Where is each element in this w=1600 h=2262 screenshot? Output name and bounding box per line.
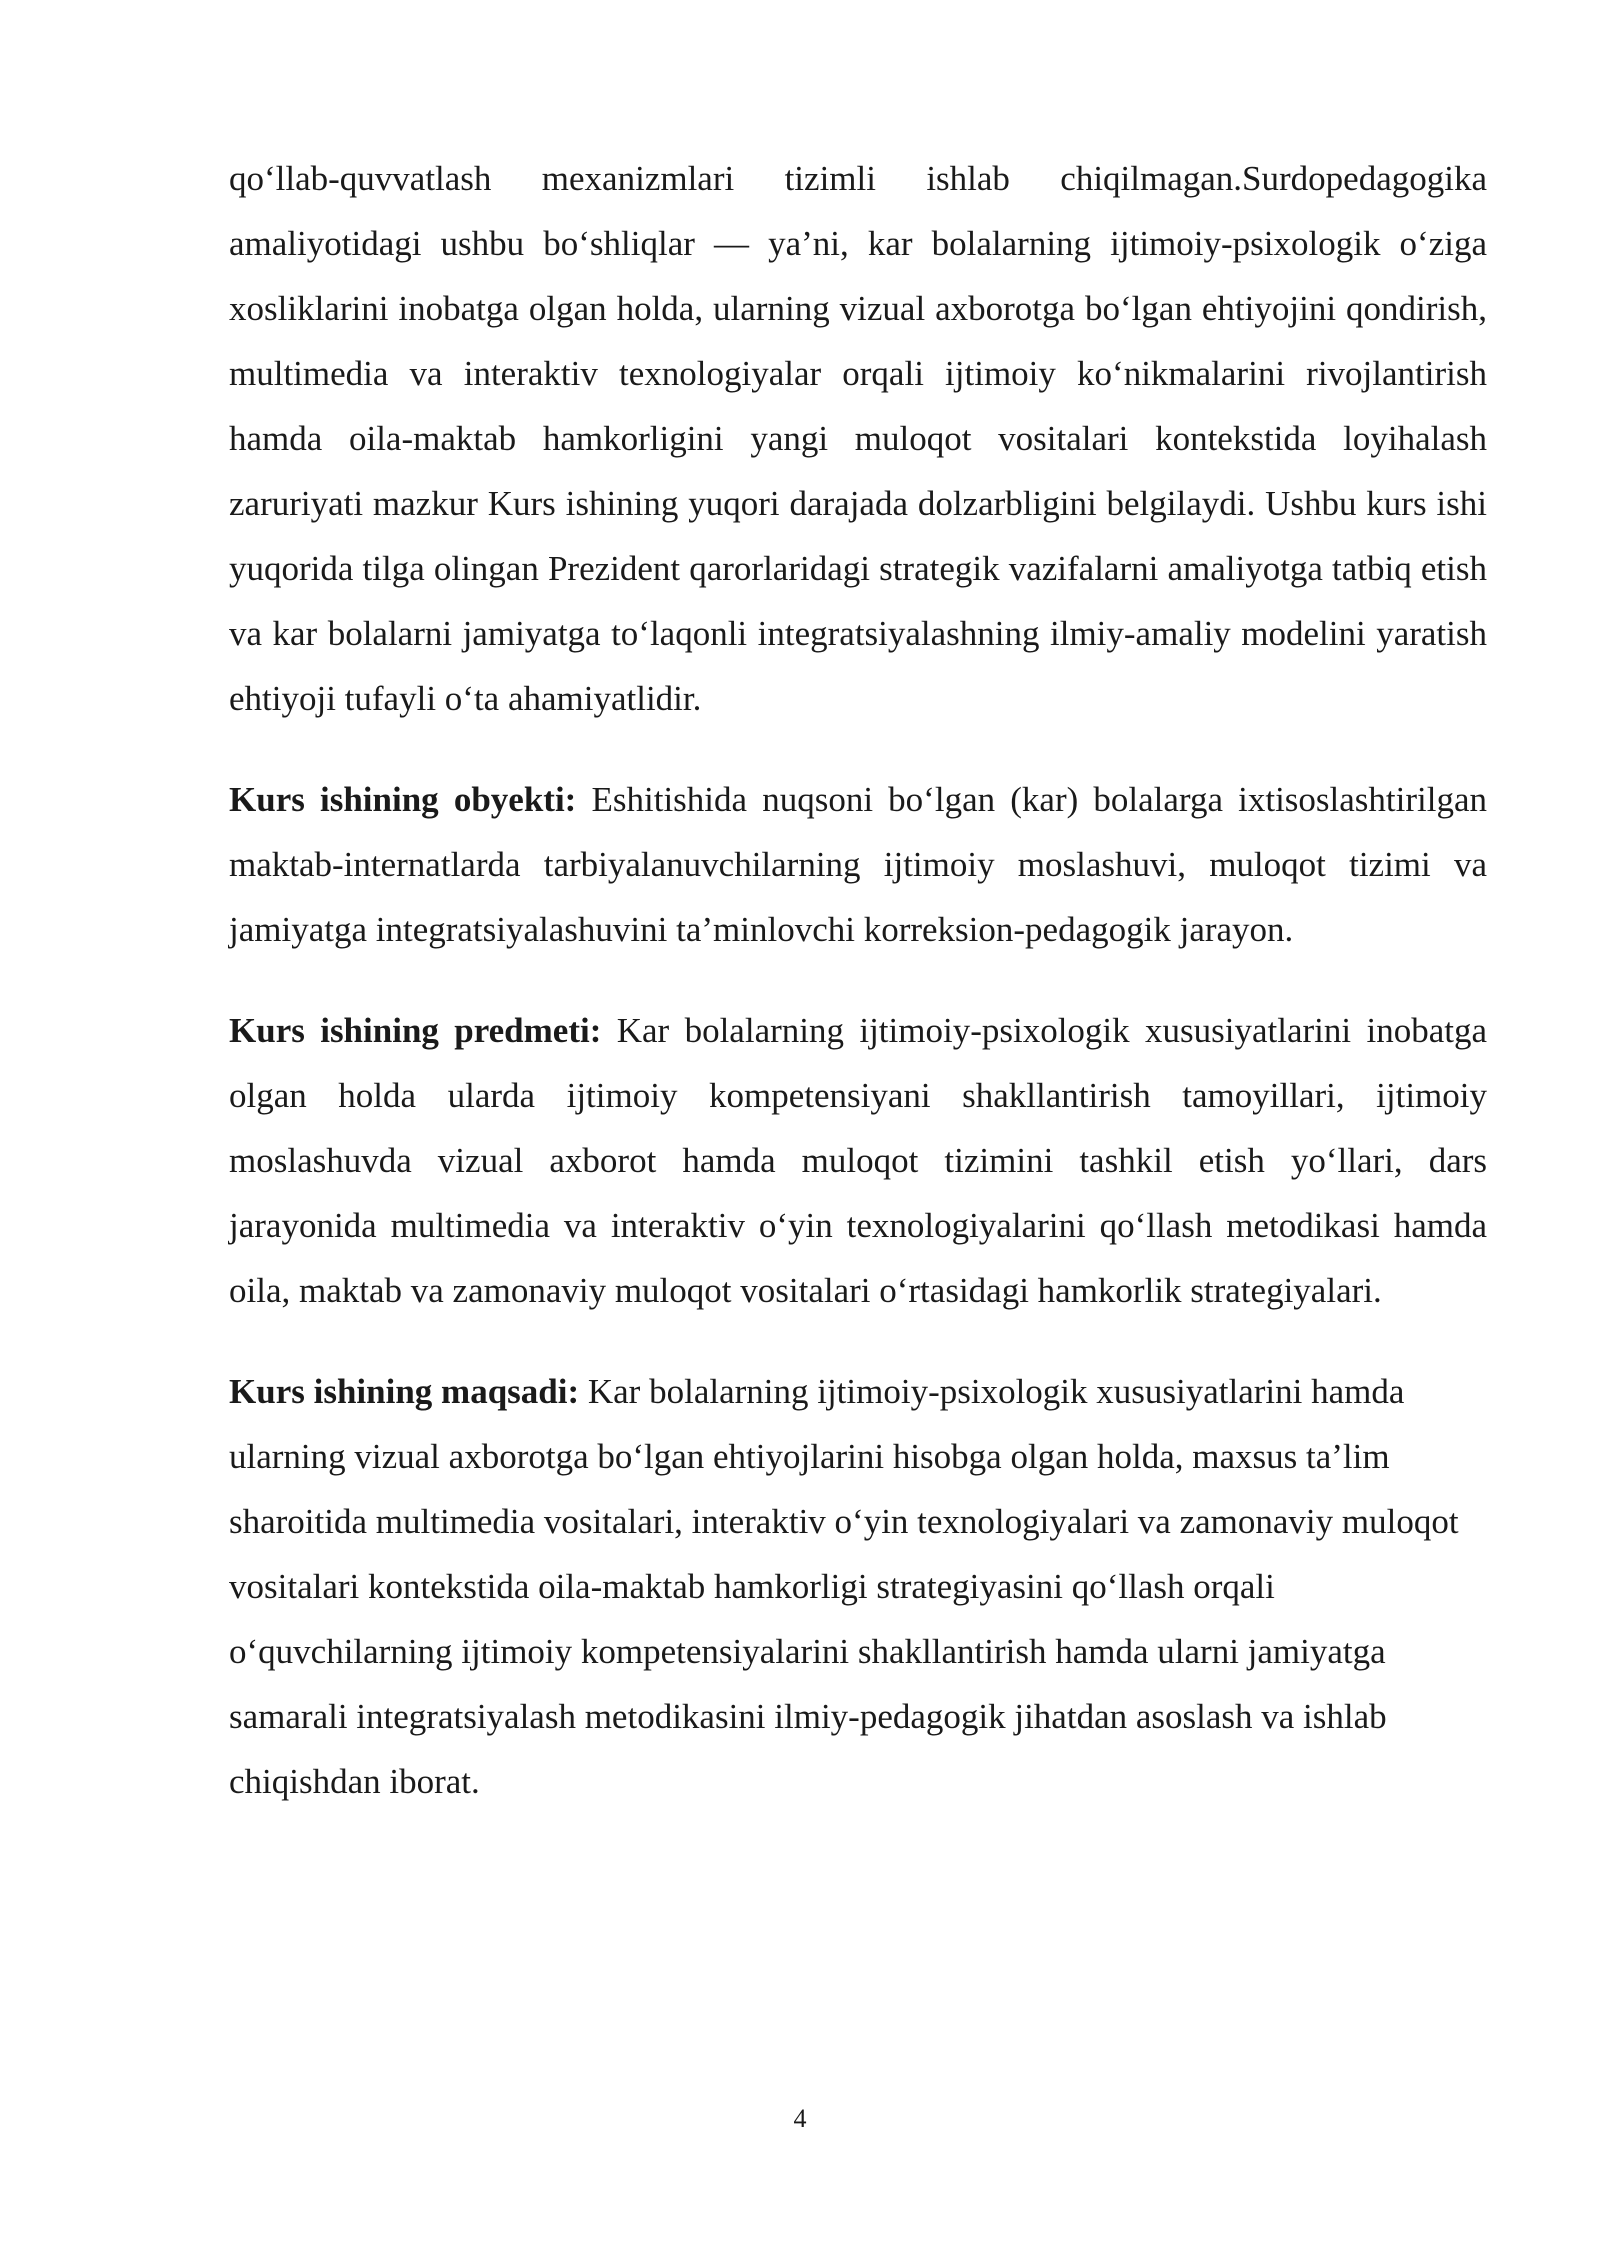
paragraph-relevance xyxy=(229,146,1487,731)
document-page xyxy=(229,146,1487,1814)
paragraph-object xyxy=(229,767,1487,962)
paragraph-object-text: Eshitishida nuqsoni bo‘lgan (kar) bolalarga ixtisoslashtirilgan maktab-internatlarda tarbiyalanuvchilarning ijtimoiy moslashuvi, muloqot tizimi va jamiyatga integratsiyalashuvini ta’minlovchi korreksion-pedagogik jarayon. xyxy=(229,780,1487,949)
page-number: 4 xyxy=(793,2104,807,2133)
paragraph-goal xyxy=(229,1359,1487,1814)
paragraph-subject-text: Kar bolalarning ijtimoiy-psixologik xususiyatlarini inobatga olgan holda ularda ijtimoiy kompetensiyani shakllantirish tamoyillari, ijtimoiy moslashuvda vizual axborot hamda muloqot tizimini tashkil etish yo‘llari, dars jarayonida multimedia va interaktiv o‘yin texnologiyalarini qo‘llash metodikasi hamda oila, maktab va zamonaviy muloqot vositalari o‘rtasidagi hamkorlik strategiyalari. xyxy=(229,1011,1487,1310)
paragraph-object-label: Kurs ishining obyekti: xyxy=(229,780,577,819)
paragraph-goal-text: Kar bolalarning ijtimoiy-psixologik xususiyatlarini hamda ularning vizual axborotga bo‘lgan ehtiyojlarini hisobga olgan holda, maxsus ta’lim sharoitida multimedia vositalari, interaktiv o‘yin texnologiyalari va zamonaviy muloqot vositalari kontekstida oila-maktab hamkorligi strategiyasini qo‘llash orqali o‘quvchilarning ijtimoiy kompetensiyalarini shakllantirish hamda ularni jamiyatga samarali integratsiyalash metodikasini ilmiy-pedagogik jihatdan asoslash va ishlab chiqishdan iborat. xyxy=(229,1372,1459,1801)
paragraph-subject xyxy=(229,998,1487,1323)
paragraph-relevance-text: qo‘llab-quvvatlash mexanizmlari tizimli ishlab chiqilmagan.Surdopedagogika amaliyotidagi ushbu bo‘shliqlar — ya’ni, kar bolalarning ijtimoiy-psixologik o‘ziga xosliklarini inobatga olgan holda, ularning vizual axborotga bo‘lgan ehtiyojini qondirish, multimedia va interaktiv texnologiyalar orqali ijtimoiy ko‘nikmalarini rivojlantirish hamda oila-maktab hamkorligini yangi muloqot vositalari kontekstida loyihalash zaruriyati mazkur Kurs ishining yuqori darajada dolzarbligini belgilaydi. Ushbu kurs ishi yuqorida tilga olingan Prezident qarorlaridagi strategik vazifalarni amaliyotga tatbiq etish va kar bolalarni jamiyatga to‘laqonli integratsiyalashning ilmiy-amaliy modelini yaratish ehtiyoji tufayli o‘ta ahamiyatlidir. xyxy=(229,159,1487,718)
paragraph-subject-label: Kurs ishining predmeti: xyxy=(229,1011,602,1050)
paragraph-goal-label: Kurs ishining maqsadi: xyxy=(229,1372,580,1411)
